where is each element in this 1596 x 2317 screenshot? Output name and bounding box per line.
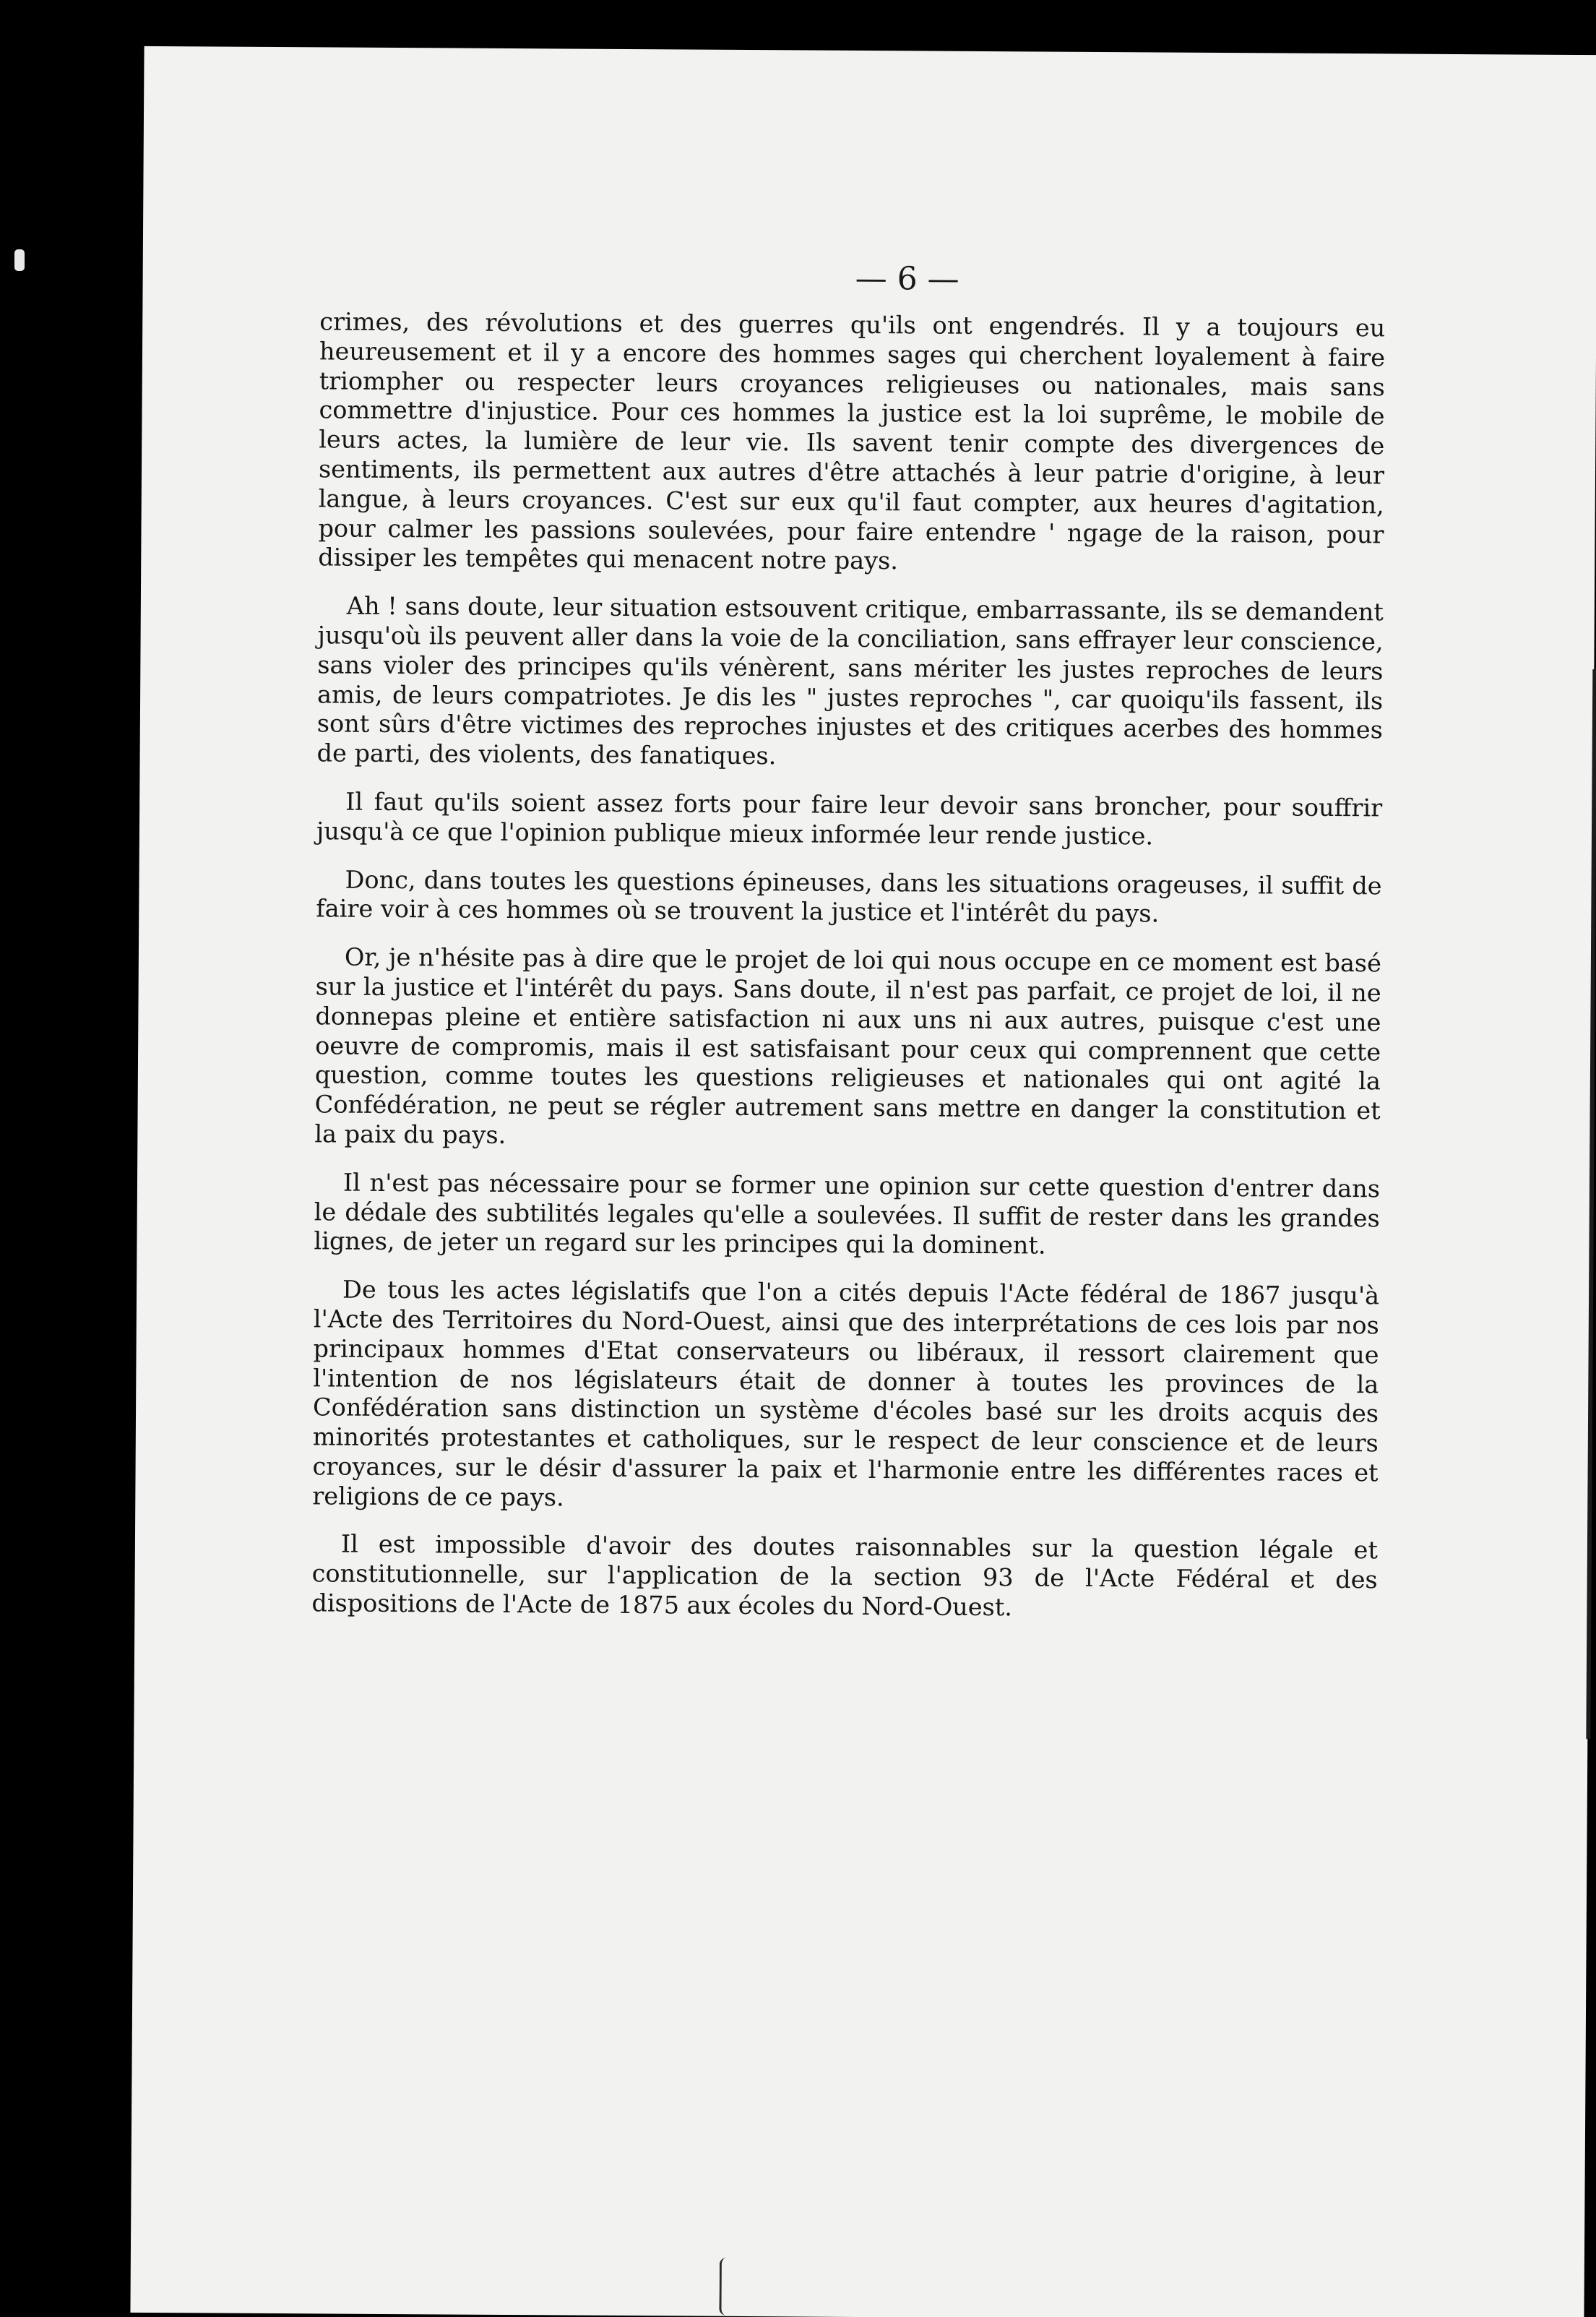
paragraph: crimes, des révolutions et des guerres qu'ils ont engendrés. Il y a toujours eu heureusement et il y a encore des hommes sages qui cherchent loyalement à faire triompher ou respecter leurs croyances religieuses ou nationales, mais sans commettre d'injustice. Pour ces hommes la justice est la loi suprême, le mobile de leurs actes, la lumière de leur vie. Ils savent tenir compte des divergences de sentiments, ils permettent aux autres d'être attachés à leur patrie d'origine, à leur langue, à leurs croyances. C'est sur eux qu'il faut compter, aux heures d'agitation, pour calmer les passions soulevées, pour faire entendre ' ngage de la raison, pour dissiper les tempêtes qui menacent notre pays. xyxy=(318,307,1386,575)
page-number: — 6 — xyxy=(855,259,959,298)
page-edge-rule xyxy=(1586,669,1596,1739)
paragraph: Il n'est pas nécessaire pour se former une opinion sur cette question d'entrer dans le dédale des subtilités legales qu'elle a soulevées. Il suffit de rester dans les grandes lignes, de jeter un regard sur les principes qui la dominent. xyxy=(314,1168,1381,1260)
paragraph: Ah ! sans doute, leur situation estsouvent critique, embarrassante, ils se demandent jusqu'où ils peuvent aller dans la voie de la conciliation, sans effrayer leur conscience, sans violer des principes qu'ils vénèrent, sans mériter les justes reproches de leurs amis, de leurs compatriotes. Je dis les " justes reproches ", car quoiqu'ils fassent, ils sont sûrs d'être victimes des reproches injustes et des critiques acerbes des hommes de parti, des violents, des fanatiques. xyxy=(316,591,1384,770)
scan-speck xyxy=(14,249,25,271)
paragraph: Or, je n'hésite pas à dire que le projet de loi qui nous occupe en ce moment est basé sur la justice et l'intérêt du pays. Sans doute, il n'est pas parfait, ce projet de loi, il ne donnepas pleine et entière satisfaction ni aux uns ni aux autres, puisque c'est une oeuvre de compromis, mais il est satisfaisant pour ceux qui comprennent que cette question, comme toutes les questions religieuses et nationales qui ont agité la Confédération, ne peut se régler autrement sans mettre en danger la constitution et la paix du pays. xyxy=(314,942,1381,1149)
paragraph: De tous les actes législatifs que l'on a cités depuis l'Acte fédéral de 1867 jusqu'à l'Acte des Territoires du Nord-Ouest, ainsi que des interprétations de ces lois par nos principaux hommes d'Etat conservateurs ou libéraux, il ressort clairement que l'intention de nos législateurs était de donner à toutes les provinces de la Confédération sans distinction un système d'écoles basé sur les droits acquis des minorités protestantes et catholiques, sur le respect de leur conscience et de leurs croyances, sur le désir d'assurer la paix et l'harmonie entre les différentes races et religions de ce pays. xyxy=(312,1275,1380,1512)
paragraph: Donc, dans toutes les questions épineuses, dans les situations orageuses, il suffit de faire voir à ces hommes où se trouvent la justice et l'intérêt du pays. xyxy=(316,865,1382,928)
body-text xyxy=(311,307,1385,1643)
scan-mark xyxy=(719,2258,733,2316)
document-page xyxy=(130,46,1596,2317)
paragraph: Il est impossible d'avoir des doutes raisonnables sur la question légale et constitutionnelle, sur l'application de la section 93 de l'Acte Fédéral et des dispositions de l'Acte de 1875 aux écoles du Nord-Ouest. xyxy=(311,1530,1379,1622)
paragraph: Il faut qu'ils soient assez forts pour faire leur devoir sans broncher, pour souffrir jusqu'à ce que l'opinion publique mieux informée leur rende justice. xyxy=(316,787,1383,851)
